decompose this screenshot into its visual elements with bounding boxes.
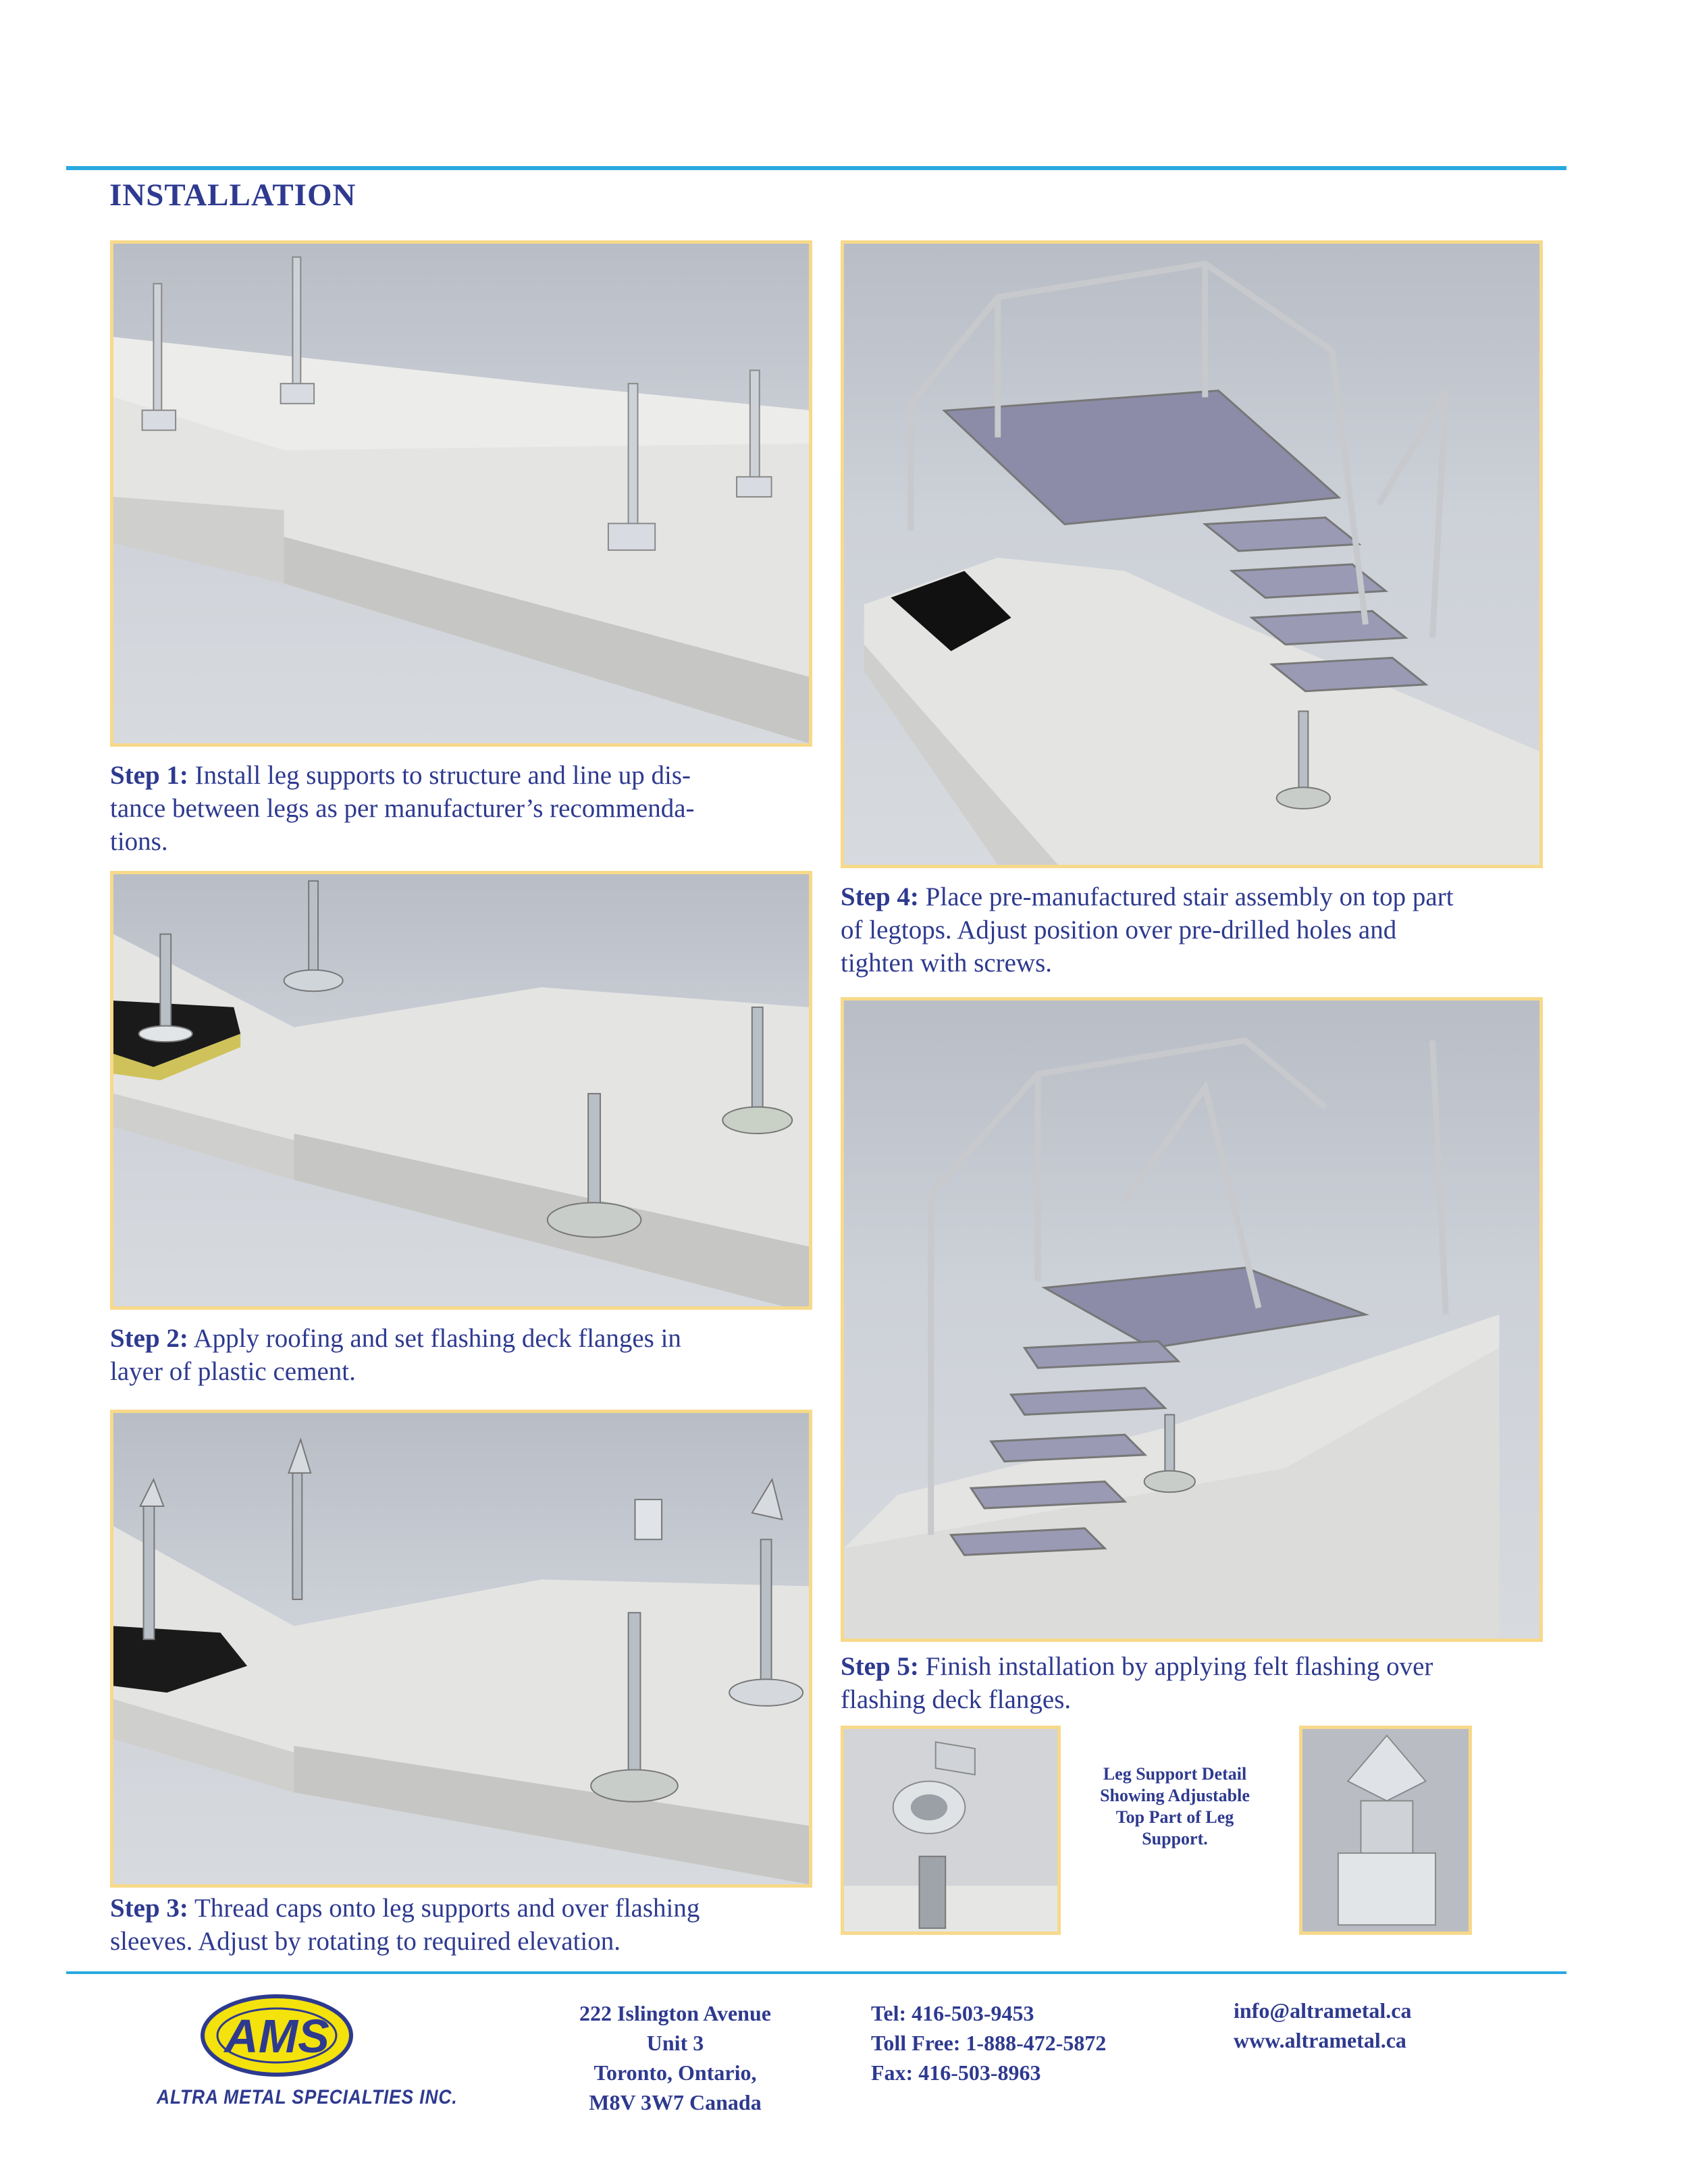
step2-caption [110, 1322, 826, 1388]
company-name: ALTRA METAL SPECIALTIES INC. [157, 2086, 458, 2108]
detail-image-left [841, 1726, 1061, 1935]
email-link[interactable]: info@altrametal.ca [1234, 1998, 1412, 2023]
step4-text: Place pre-manufactured stair assembly on top part [918, 882, 1454, 911]
web-block [1234, 1996, 1517, 2055]
detail-image-right [1299, 1726, 1472, 1935]
step1-text-line2: tance between legs as per manufacturer’s recommenda- [110, 794, 695, 823]
detail-note-line4: Support. [1142, 1829, 1208, 1848]
address-line2: Unit 3 [646, 2031, 704, 2055]
step3-label: Step 3: [110, 1894, 188, 1923]
phone-block [871, 1998, 1222, 2087]
step2-text: Apply roofing and set flashing deck flanges in [188, 1324, 681, 1353]
step4-text-line3: tighten with screws. [841, 949, 1053, 978]
phone-fax: Fax: 416-503-8963 [871, 2060, 1041, 2085]
step5-text: Finish installation by applying felt flashing over [918, 1652, 1433, 1681]
section-title: INSTALLATION [109, 178, 357, 213]
detail-note-line1: Leg Support Detail [1103, 1764, 1247, 1784]
step5-image [841, 997, 1543, 1642]
step5-label: Step 5: [841, 1652, 919, 1681]
step5-caption [841, 1650, 1556, 1716]
step3-caption [110, 1892, 826, 1958]
step4-image [841, 240, 1543, 868]
step2-image [110, 871, 812, 1310]
detail-note-line2: Showing Adjustable [1100, 1786, 1250, 1805]
top-rule [66, 166, 1566, 170]
step4-label: Step 4: [841, 882, 919, 911]
detail-note-line3: Top Part of Leg [1115, 1807, 1234, 1827]
step3-text-line2: sleeves. Adjust by rotating to required elevation. [110, 1927, 621, 1956]
step5-text-line2: flashing deck flanges. [841, 1685, 1072, 1714]
phone-tel: Tel: 416-503-9453 [871, 2001, 1034, 2025]
step2-text-line2: layer of plastic cement. [110, 1357, 356, 1386]
step1-text-line3: tions. [110, 827, 168, 856]
step3-text: Thread caps onto leg supports and over flashing [188, 1894, 700, 1923]
step1-caption [110, 759, 826, 858]
company-logo [199, 1992, 354, 2079]
address-line1: 222 Islington Avenue [579, 2001, 771, 2025]
phone-tollfree: Toll Free: 1-888-472-5872 [871, 2031, 1107, 2055]
address-line4: M8V 3W7 Canada [589, 2090, 762, 2114]
step2-label: Step 2: [110, 1324, 188, 1353]
website-link[interactable]: www.altrametal.ca [1234, 2028, 1406, 2052]
step1-label: Step 1: [110, 761, 188, 790]
logo-text: AMS [224, 2010, 329, 2062]
address-line3: Toronto, Ontario, [594, 2060, 757, 2085]
footer-rule [66, 1971, 1566, 1974]
step4-caption [841, 880, 1556, 980]
address-block [554, 1998, 797, 2117]
detail-note [1067, 1763, 1283, 1850]
step1-image [110, 240, 812, 747]
step3-image [110, 1410, 812, 1888]
step1-text: Install leg supports to structure and line up dis- [188, 761, 691, 790]
step4-text-line2: of legtops. Adjust position over pre-drilled holes and [841, 915, 1397, 944]
